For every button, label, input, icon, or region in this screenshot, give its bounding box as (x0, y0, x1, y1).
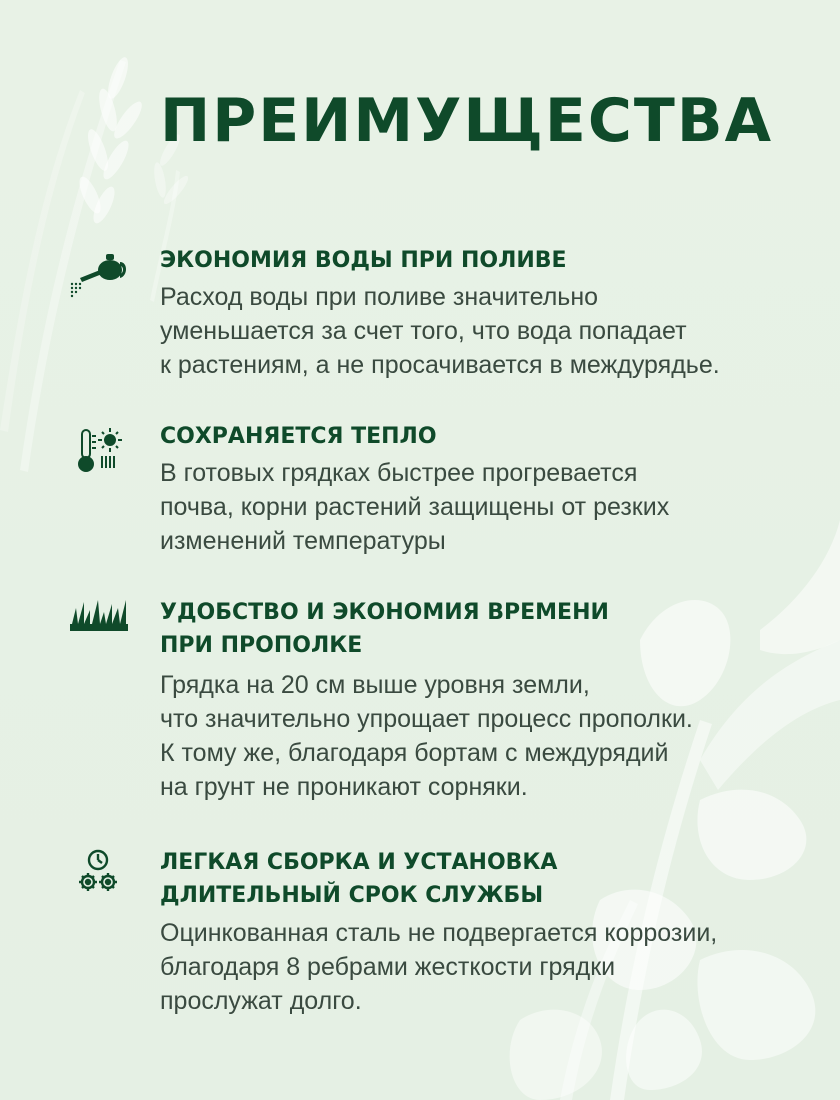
thermometer-sun-icon (66, 426, 134, 476)
advantage-heading: УДОБСТВО И ЭКОНОМИЯ ВРЕМЕНИ ПРИ ПРОПОЛКЕ (160, 600, 609, 658)
advantage-description: Грядка на 20 см выше уровня земли, что значительно упрощает процесс прополки. К тому же, благодаря бортам с междурядий на грунт не проникают сорняки. (160, 671, 693, 801)
grass-icon (66, 594, 134, 644)
watering-can-icon (66, 250, 134, 300)
advantage-heading: ЛЕГКАЯ СБОРКА И УСТАНОВКА ДЛИТЕЛЬНЫЙ СРОК СЛУЖБЫ (160, 850, 558, 908)
advantage-description: Расход воды при поливе значительно уменьшается за счет того, что вода попадает к растениям, а не просачивается в междурядье. (160, 283, 720, 379)
advantage-description: В готовых грядках быстрее прогревается почва, корни растений защищены от резких изменений температуры (160, 459, 670, 555)
advantage-heading: ЭКОНОМИЯ ВОДЫ ПРИ ПОЛИВЕ (160, 248, 567, 273)
advantage-heading: СОХРАНЯЕТСЯ ТЕПЛО (160, 424, 437, 449)
page-title: ПРЕИМУЩЕСТВА (160, 86, 774, 156)
gears-clock-icon (66, 846, 134, 896)
advantage-description: Оцинкованная сталь не подвергается коррозии, благодаря 8 ребрами жесткости грядки прослужат долго. (160, 919, 718, 1015)
